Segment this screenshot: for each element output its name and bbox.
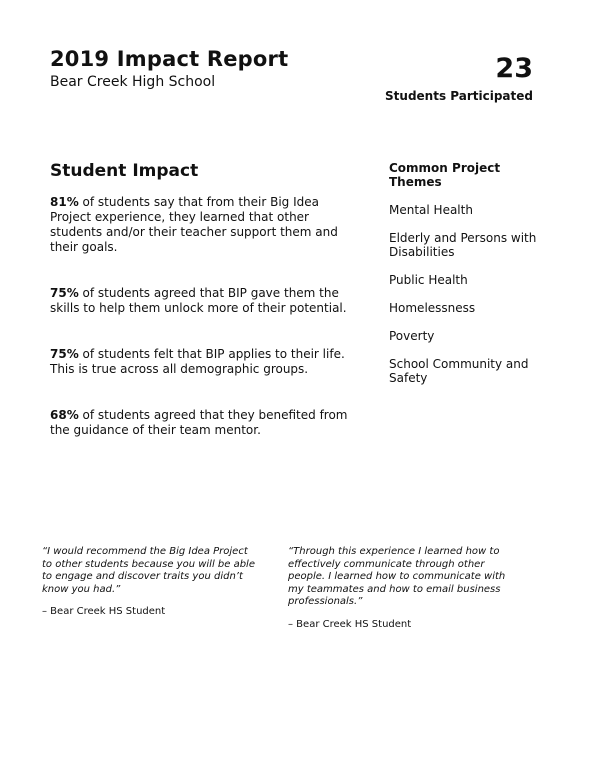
impact-stat: [50, 286, 348, 316]
school-name: Bear Creek High School: [50, 74, 216, 90]
impact-stat-percent: 68%: [50, 408, 79, 422]
impact-stat-percent: 75%: [50, 286, 79, 300]
theme-item: Public Health: [389, 273, 468, 287]
impact-stat: [50, 195, 348, 255]
student-quote: [42, 546, 257, 619]
student-quote: [288, 546, 520, 631]
quote-text: “Through this experience I learned how to effectively communicate through other people. I learned how to communicate with my teammates and how to email business professionals.”: [288, 546, 506, 607]
impact-stat-percent: 75%: [50, 347, 79, 361]
impact-stat: [50, 347, 348, 377]
participants-label: Students Participated: [385, 89, 533, 103]
quote-attribution: – Bear Creek HS Student: [288, 618, 412, 630]
impact-stat-text: of students agreed that BIP gave them the skills to help them unlock more of their potential.: [50, 286, 347, 315]
impact-stat-percent: 81%: [50, 195, 79, 209]
theme-item: School Community and Safety: [389, 357, 529, 385]
report-title: 2019 Impact Report: [50, 47, 289, 71]
impact-stats-list: [50, 195, 348, 438]
themes-heading: Common Project Themes: [389, 161, 501, 189]
theme-item: Poverty: [389, 329, 435, 343]
impact-stat-text: of students agreed that they benefited from the guidance of their team mentor.: [50, 408, 348, 437]
student-impact-heading: Student Impact: [50, 161, 199, 181]
project-themes: [389, 161, 549, 399]
theme-item: Homelessness: [389, 301, 476, 315]
impact-stat-text: of students say that from their Big Idea Project experience, they learned that other students and/or their teacher support them and their goals.: [50, 195, 338, 254]
quote-attribution: – Bear Creek HS Student: [42, 606, 166, 617]
impact-stat: [50, 408, 348, 438]
theme-item: Mental Health: [389, 203, 473, 217]
participants-count: 23: [495, 53, 533, 84]
theme-item: Elderly and Persons with Disabilities: [389, 231, 537, 259]
impact-stat-text: of students felt that BIP applies to their life. This is true across all demographic groups.: [50, 347, 345, 376]
quote-text: “I would recommend the Big Idea Project to other students because you will be able to engage and discover traits you didn’t know you had.”: [42, 546, 255, 595]
